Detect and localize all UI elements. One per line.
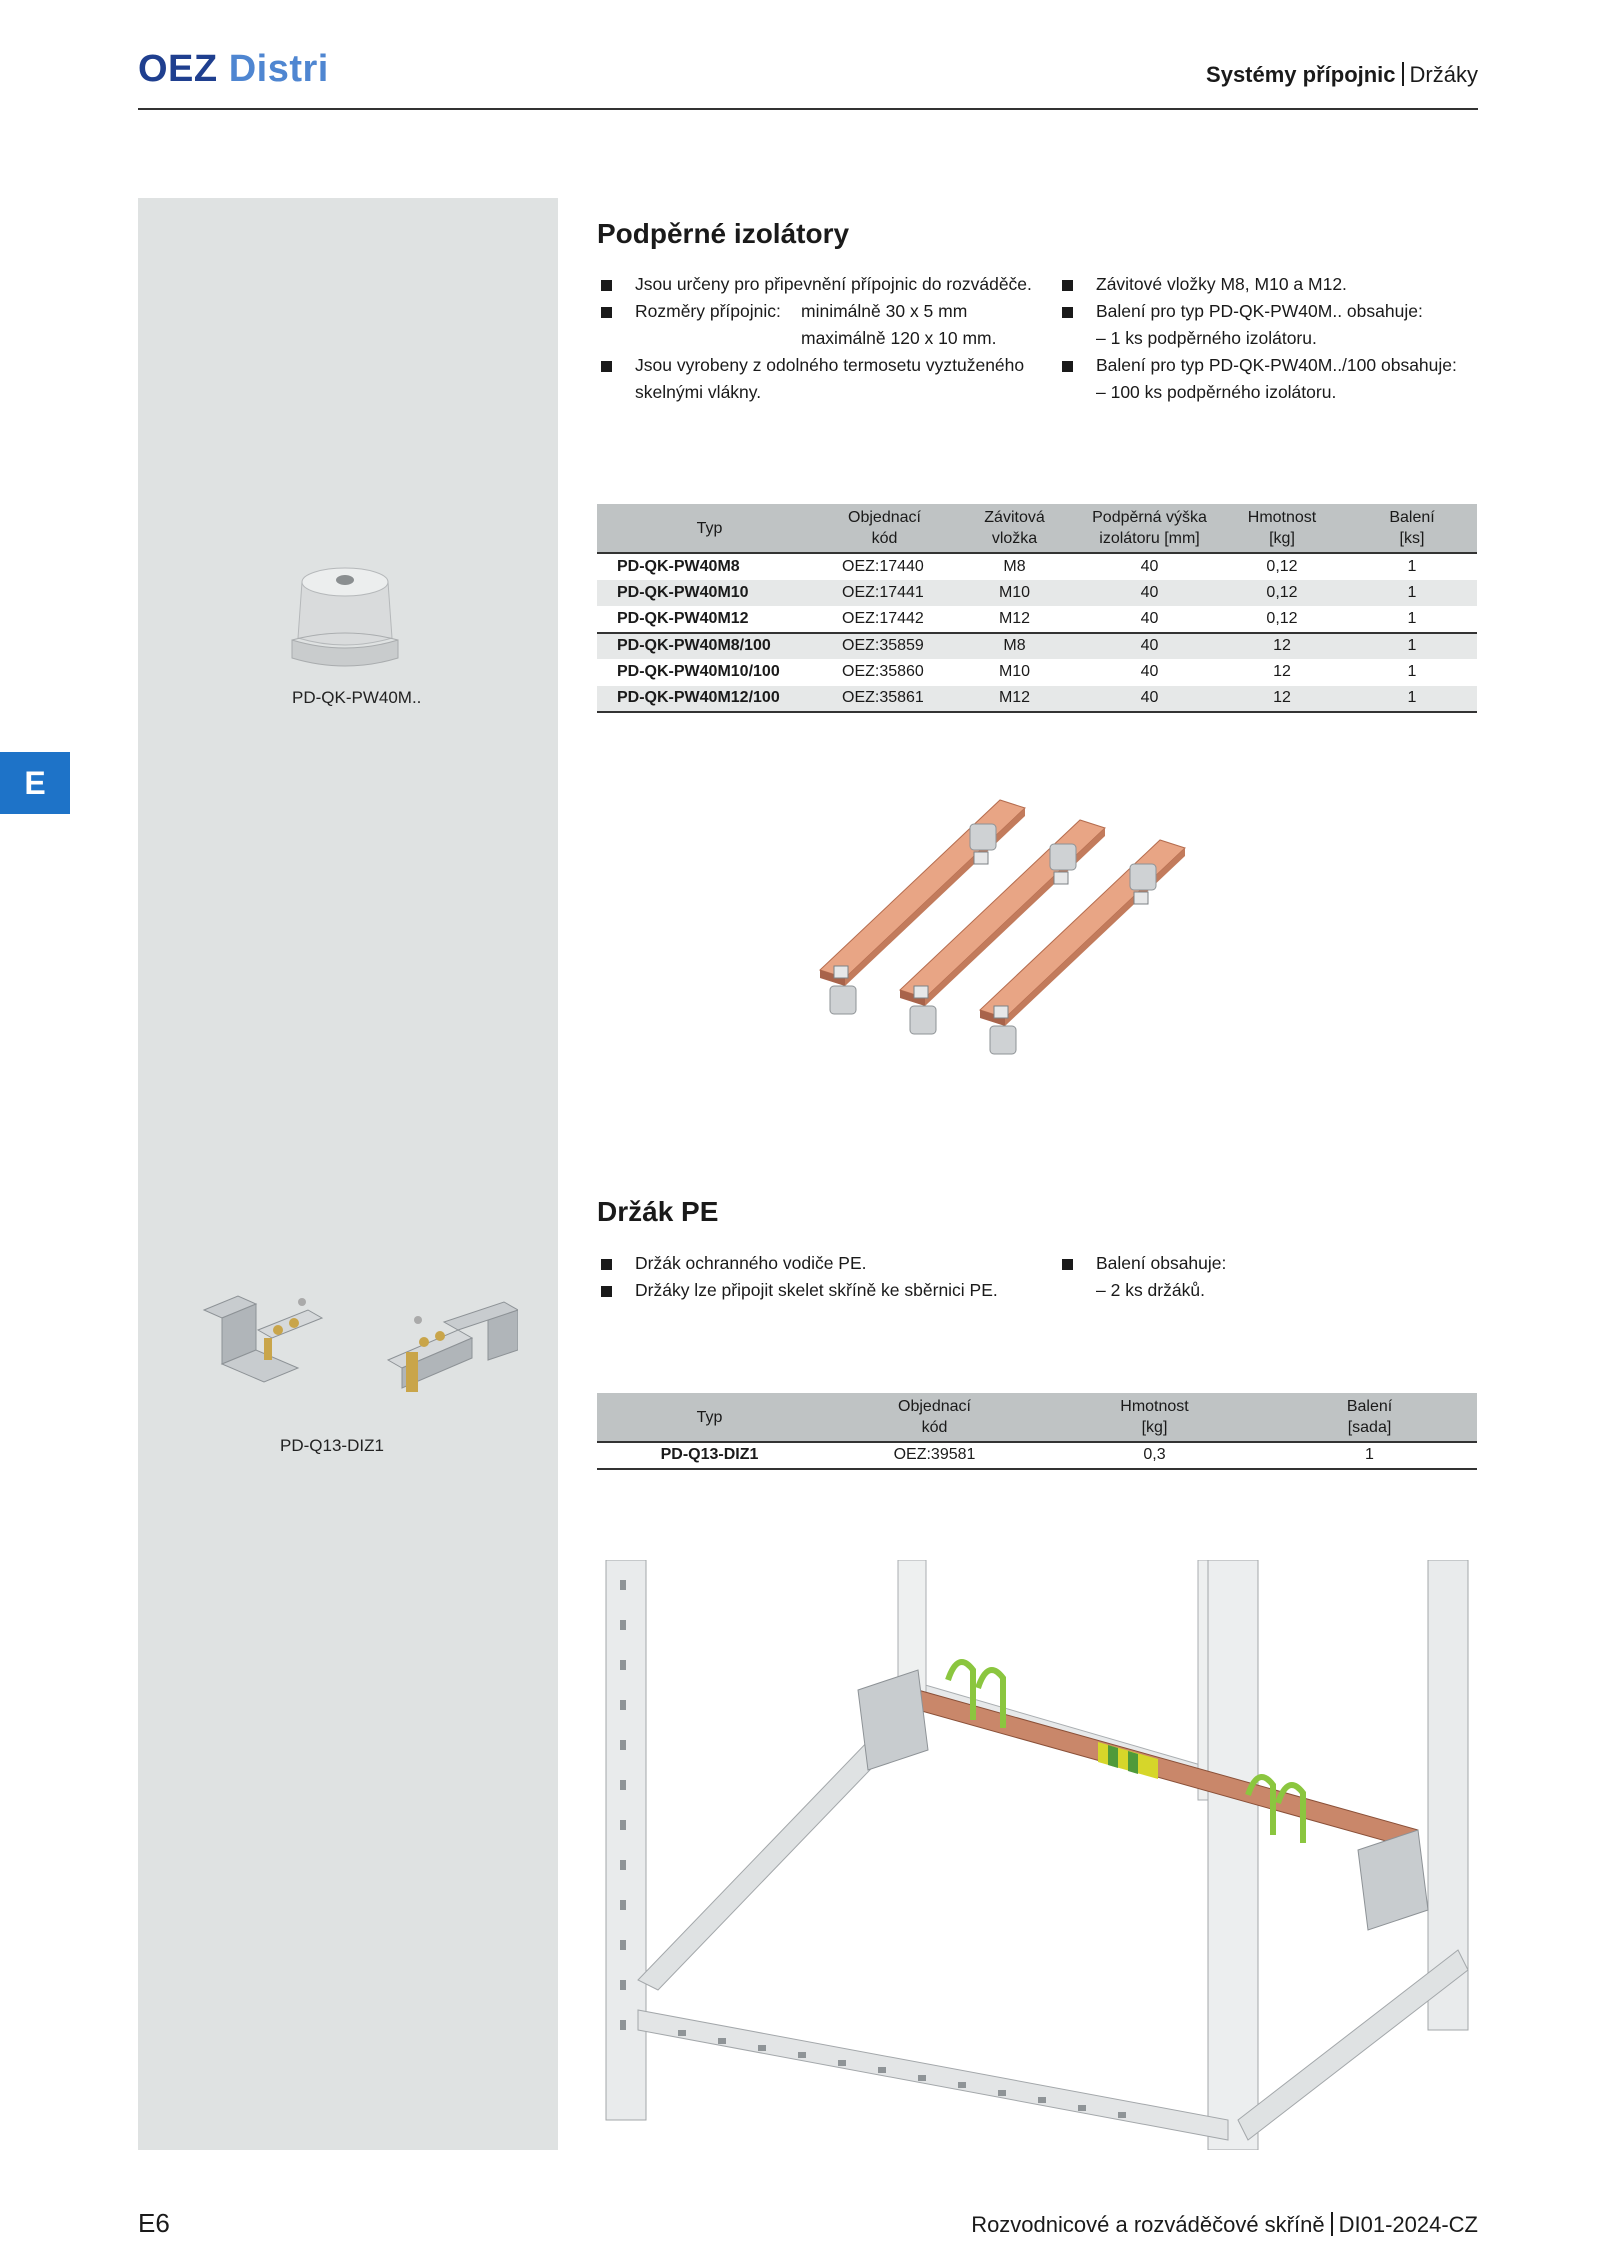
logo-oez: OEZ bbox=[138, 48, 218, 90]
bullet-item: Balení pro typ PD-QK-PW40M.. obsahuje: bbox=[1058, 298, 1478, 325]
table-row: PD-QK-PW40M12 OEZ:17442 M12 40 0,12 1 bbox=[617, 609, 1417, 627]
section1-title: Podpěrné izolátory bbox=[597, 218, 850, 249]
bullet-item: Balení obsahuje: bbox=[1058, 1250, 1478, 1277]
oez-distri-logo bbox=[138, 48, 329, 91]
footer-separator bbox=[1331, 2212, 1333, 2236]
col-hmotnost: Hmotnost [kg] bbox=[1217, 504, 1347, 553]
col-typ: Typ bbox=[597, 1393, 822, 1442]
bullet-item: Držáky lze připojit skelet skříně ke sběrnici PE. bbox=[597, 1277, 1047, 1304]
bullet-continuation: – 1 ks podpěrného izolátoru. bbox=[1096, 328, 1317, 348]
bullet-continuation: – 2 ks držáků. bbox=[1096, 1280, 1205, 1300]
bullet-continuation: maximálně 120 x 10 mm. bbox=[801, 328, 997, 348]
table-row: PD-QK-PW40M12/100 OEZ:35861 M12 40 12 1 bbox=[597, 686, 1477, 713]
col-kod: Objednací kód bbox=[822, 504, 947, 553]
bullet-item: Jsou vyrobeny z odolného termosetu vyztuženého bbox=[597, 352, 1047, 379]
page-number: E6 bbox=[138, 2208, 170, 2238]
breadcrumb-section: Systémy přípojnic bbox=[1206, 62, 1396, 87]
table-row: PD-QK-PW40M8 OEZ:17440 M8 40 0,12 1 bbox=[597, 553, 1477, 580]
section1-bullets-left bbox=[597, 271, 1047, 406]
bullet-item: Závitové vložky M8, M10 a M12. bbox=[1058, 271, 1478, 298]
section2-bullets-right bbox=[1058, 1250, 1478, 1304]
bullet-continuation: – 100 ks podpěrného izolátoru. bbox=[1096, 382, 1337, 402]
footer-document-title: Rozvodnicové a rozváděčové skříně bbox=[971, 2212, 1325, 2237]
busbar-assembly-figure bbox=[810, 790, 1230, 1070]
header-rule bbox=[138, 108, 1478, 110]
section2-title: Držák PE bbox=[597, 1196, 719, 1227]
table-row: PD-QK-PW40M8/100 OEZ:35859 M8 40 12 1 bbox=[597, 633, 1477, 660]
col-typ: Typ bbox=[597, 504, 822, 553]
bullet-item: Jsou určeny pro připevnění přípojnic do rozváděče. bbox=[597, 271, 1047, 298]
col-baleni: Balení [ks] bbox=[1347, 504, 1477, 553]
col-kod: Objednací kód bbox=[822, 1393, 1047, 1442]
table-header-row bbox=[597, 504, 1477, 553]
bullet-continuation: skelnými vlákny. bbox=[635, 382, 762, 402]
bullet-item: Balení pro typ PD-QK-PW40M../100 obsahuje: bbox=[1058, 352, 1478, 379]
col-baleni: Balení [sada] bbox=[1262, 1393, 1477, 1442]
table-header-row bbox=[597, 1393, 1477, 1442]
col-vlozka: Závitová vložka bbox=[947, 504, 1082, 553]
figure-panel bbox=[138, 198, 558, 2150]
chapter-tab: E bbox=[0, 752, 70, 814]
cabinet-frame-figure bbox=[598, 1560, 1478, 2150]
bullet-item: Rozměry přípojnic: minimálně 30 x 5 mm bbox=[597, 298, 1047, 325]
insulator-caption: PD-QK-PW40M.. bbox=[292, 688, 422, 707]
bullet-item: Držák ochranného vodiče PE. bbox=[597, 1250, 1047, 1277]
pe-holder-figure bbox=[198, 1290, 518, 1420]
section1-bullets-right bbox=[1058, 271, 1478, 406]
breadcrumb bbox=[1206, 62, 1478, 88]
table-row: PD-QK-PW40M10/100 OEZ:35860 M10 40 12 1 bbox=[617, 663, 1417, 681]
footer-title bbox=[971, 2212, 1478, 2238]
footer-document-code: DI01-2024-CZ bbox=[1338, 2212, 1478, 2237]
section2-bullets-left bbox=[597, 1250, 1047, 1304]
col-hmotnost: Hmotnost [kg] bbox=[1047, 1393, 1262, 1442]
breadcrumb-subsection: Držáky bbox=[1409, 62, 1478, 87]
col-vyska: Podpěrná výška izolátoru [mm] bbox=[1082, 504, 1217, 553]
pe-holder-table bbox=[597, 1393, 1477, 1470]
logo-distri: Distri bbox=[228, 48, 329, 90]
table-row: PD-Q13-DIZ1 OEZ:39581 0,3 1 bbox=[597, 1442, 1477, 1469]
insulator-figure bbox=[290, 560, 400, 680]
pe-holder-caption: PD-Q13-DIZ1 bbox=[280, 1436, 384, 1455]
table-row: PD-QK-PW40M10 OEZ:17441 M10 40 0,12 1 bbox=[597, 580, 1477, 607]
insulator-table bbox=[597, 504, 1477, 713]
breadcrumb-separator bbox=[1402, 62, 1404, 86]
